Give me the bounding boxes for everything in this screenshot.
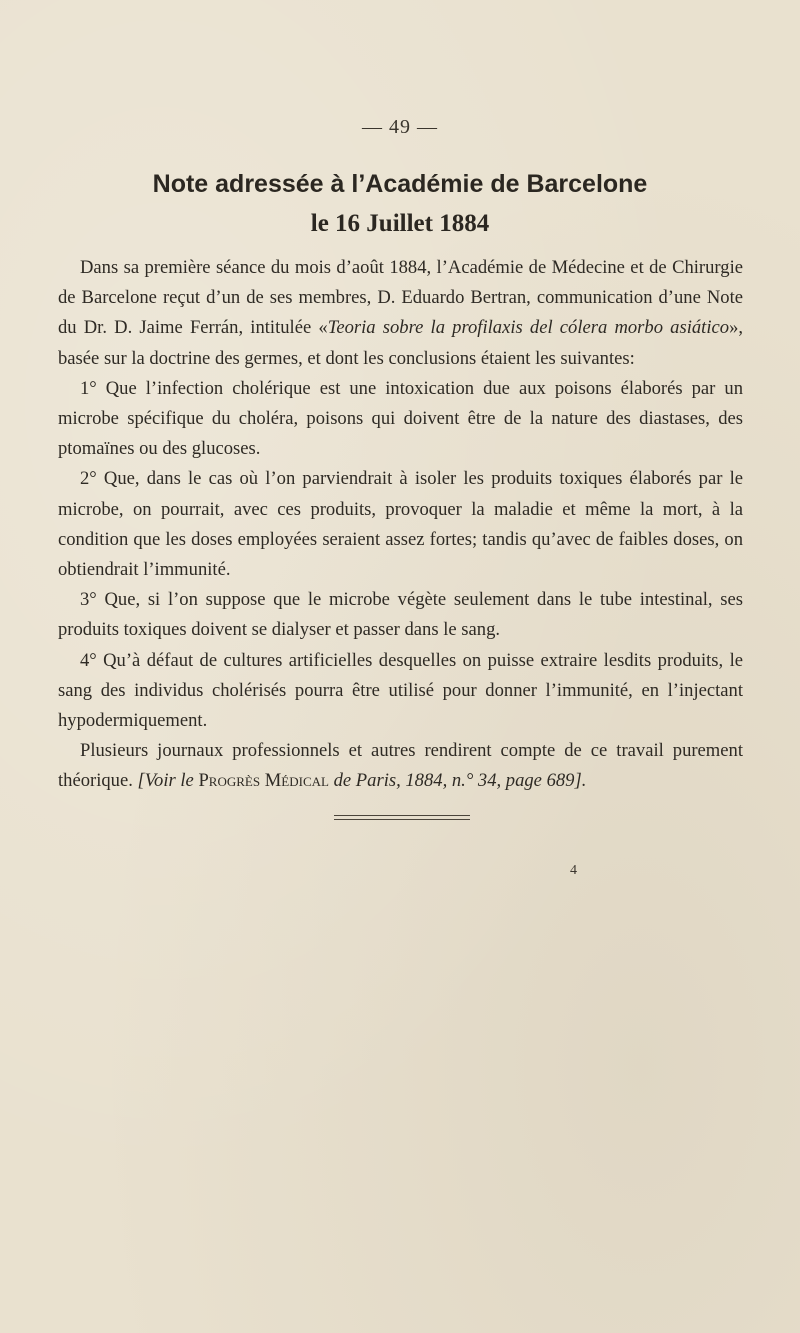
conclusion-2: 2° Que, dans le cas où l’on parviendrait à isoler les produits toxiques élaborés par le microbe, on pourrait, avec ces produits, provoquer la maladie et même la mort, à la condition que les doses employées seraient assez fortes; tandis qu’avec de faibles doses, on obtiendrait l’immunité. xyxy=(58,468,743,581)
conclusion-3: 3° Que, si l’on suppose que le microbe végète seulement dans le tube intestinal, ses produits toxiques doivent se dialyser et passer dans le sang. xyxy=(58,589,743,641)
section-divider xyxy=(334,815,470,816)
conclusion-1: 1° Que l’infection cholérique est une intoxication due aux poisons élaborés par un microbe spécifique du choléra, poisons qui doivent être de la nature des diastases, des ptomaïnes ou des glucoses. xyxy=(58,377,743,460)
body-text xyxy=(58,253,743,797)
page-subtitle-date: le 16 Juillet 1884 xyxy=(310,210,490,237)
closing-reference-1: [Voir le xyxy=(137,770,199,792)
intro-text-2: », basée sur la doctrine des germes, et dont les conclusions étaient les suivantes: xyxy=(58,317,744,369)
signature-mark: 4 xyxy=(570,863,577,878)
page-title: Note adressée à l’Académie de Barcelone xyxy=(152,170,648,198)
closing-text: Plusieurs journaux professionnels et autres rendirent compte de ce travail purement théorique. xyxy=(58,740,743,792)
page-number: — 49 — xyxy=(362,116,438,138)
closing-reference-journal: Progrès Médical xyxy=(198,770,329,792)
intro-cited-title: Teoria sobre la profilaxis del cólera morbo asiático xyxy=(327,317,730,339)
section-divider-lower xyxy=(334,819,470,820)
intro-paragraph xyxy=(58,253,743,374)
closing-paragraph xyxy=(58,736,743,796)
closing-reference-2: de Paris, 1884, n.° 34, page 689]. xyxy=(328,770,587,792)
intro-text-1: Dans sa première séance du mois d’août 1884, l’Académie de Médecine et de Chirurgie de Barcelone reçut d’un de ses membres, D. Eduardo Bertran, communication d’une Note du Dr. D. Jaime Ferrán, intitulée « xyxy=(58,257,743,339)
conclusion-4: 4° Qu’à défaut de cultures artificielles desquelles on puisse extraire lesdits produits, le sang des individus cholérisés pourra être utilisé pour donner l’immunité, en l’injectant hypodermiquement. xyxy=(58,649,743,732)
